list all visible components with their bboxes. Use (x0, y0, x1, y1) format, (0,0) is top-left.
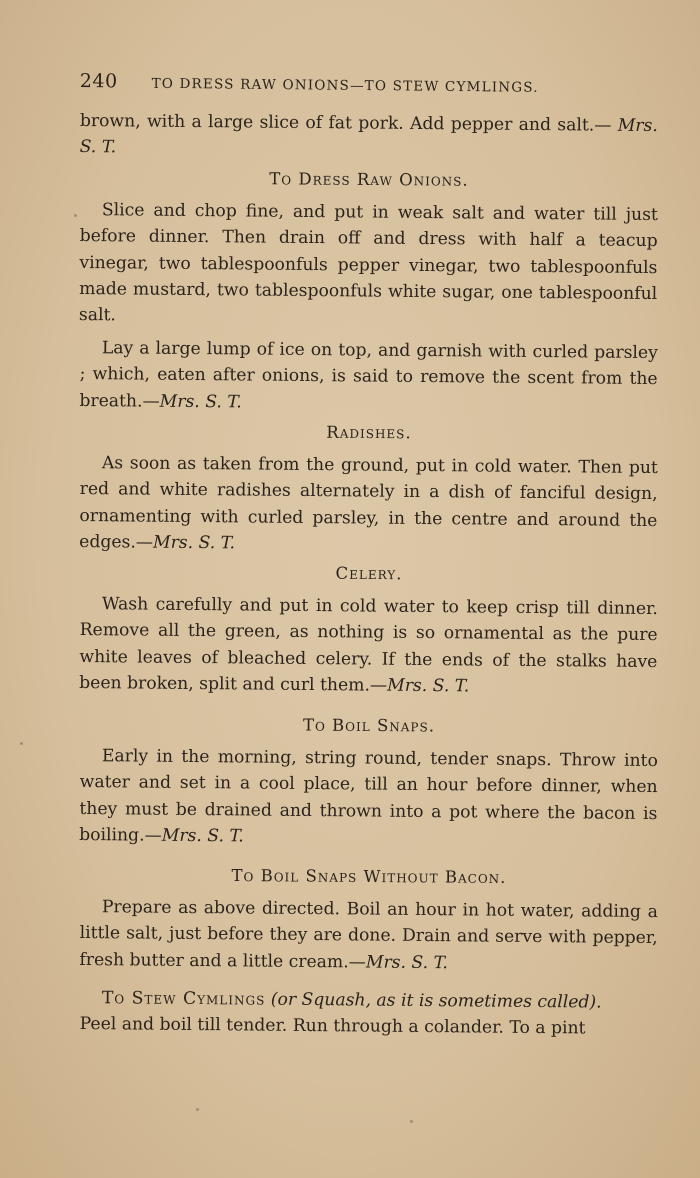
carryover-text: brown, with a large slice of fat pork. Add pepper and salt.— (79, 111, 612, 136)
running-head (80, 68, 658, 102)
paragraph-text: Lay a large lump of ice on top, and garnish with curled parsley ; which, eaten after onions, is said to remove the scent from the breath.— (79, 337, 658, 411)
heading-snaps-without-bacon: To Boil Snaps Without Bacon. (231, 866, 507, 887)
signature: Mrs. S. T. (365, 952, 449, 974)
paragraph-text: As soon as taken from the ground, put in cold water. Then put red and white radishes alternately in a dish of fanciful design, ornamenting with curled parsley, in the centre and around the edges.— (79, 453, 658, 553)
paper-speck (410, 1120, 413, 1123)
signature: Mrs. S. T. (387, 675, 470, 697)
heading-stew-cymlings-note: (or Squash, as it is sometimes called). (270, 989, 602, 1013)
paragraph-radishes (79, 450, 658, 560)
carryover-paragraph (80, 108, 658, 166)
paper-speck (74, 214, 77, 217)
running-title: TO DRESS RAW ONIONS—TO STEW CYMLINGS. (151, 75, 539, 96)
paragraph-text: Slice and chop fine, and put in weak salt and water till just before dinner. Then drain off and dress with half a teacup vinegar, two tablespoonfuls pepper vinegar, two tablespoonfuls made mustard, two tablespoonfuls white sugar, one tablespoonful salt. (78, 200, 658, 326)
heading-stew-cymlings: To Stew Cymlings (101, 988, 266, 1010)
heading-raw-onions: To Dress Raw Onions. (269, 169, 469, 190)
paragraph-boil-snaps (79, 743, 658, 853)
heading-boil-snaps: To Boil Snaps. (302, 715, 436, 735)
paragraph-text: Early in the morning, string round, tender snaps. Throw into water and set in a cool place, till an hour before dinner, when they must be drained and thrown into a pot where the bacon is boiling.— (79, 746, 658, 846)
paragraph-text: Prepare as above directed. Boil an hour in hot water, adding a little salt, just before they are done. Drain and serve with pepper, fresh butter and a little cream.— (79, 897, 658, 973)
book-page (80, 68, 658, 1038)
paragraph-snaps-without-bacon (79, 894, 658, 978)
paragraph-raw-onions-2 (79, 335, 658, 419)
paper-speck (196, 1108, 199, 1111)
page-number: 240 (79, 69, 118, 93)
signature: Mrs. S. T. (161, 825, 244, 847)
signature: Mrs. S. T. (152, 532, 236, 554)
signature: Mrs. S. T. (79, 115, 658, 158)
signature: Mrs. S. T. (159, 390, 242, 412)
paragraph-text: Wash carefully and put in cold water to keep crisp till dinner. Remove all the green, as nothing is so ornamental as the pure white leaves of bleached celery. If the ends of the stalks have been broken, split and curl them.— (79, 594, 658, 696)
paragraph-stew-cymlings (80, 985, 658, 1043)
paragraph-raw-onions-1 (79, 197, 658, 334)
heading-celery: Celery. (335, 563, 403, 584)
paragraph-text: Peel and boil till tender. Run through a colander. To a pint (79, 1014, 586, 1039)
paragraph-celery (79, 591, 658, 701)
heading-radishes: Radishes. (326, 422, 412, 442)
paper-speck (20, 742, 23, 745)
